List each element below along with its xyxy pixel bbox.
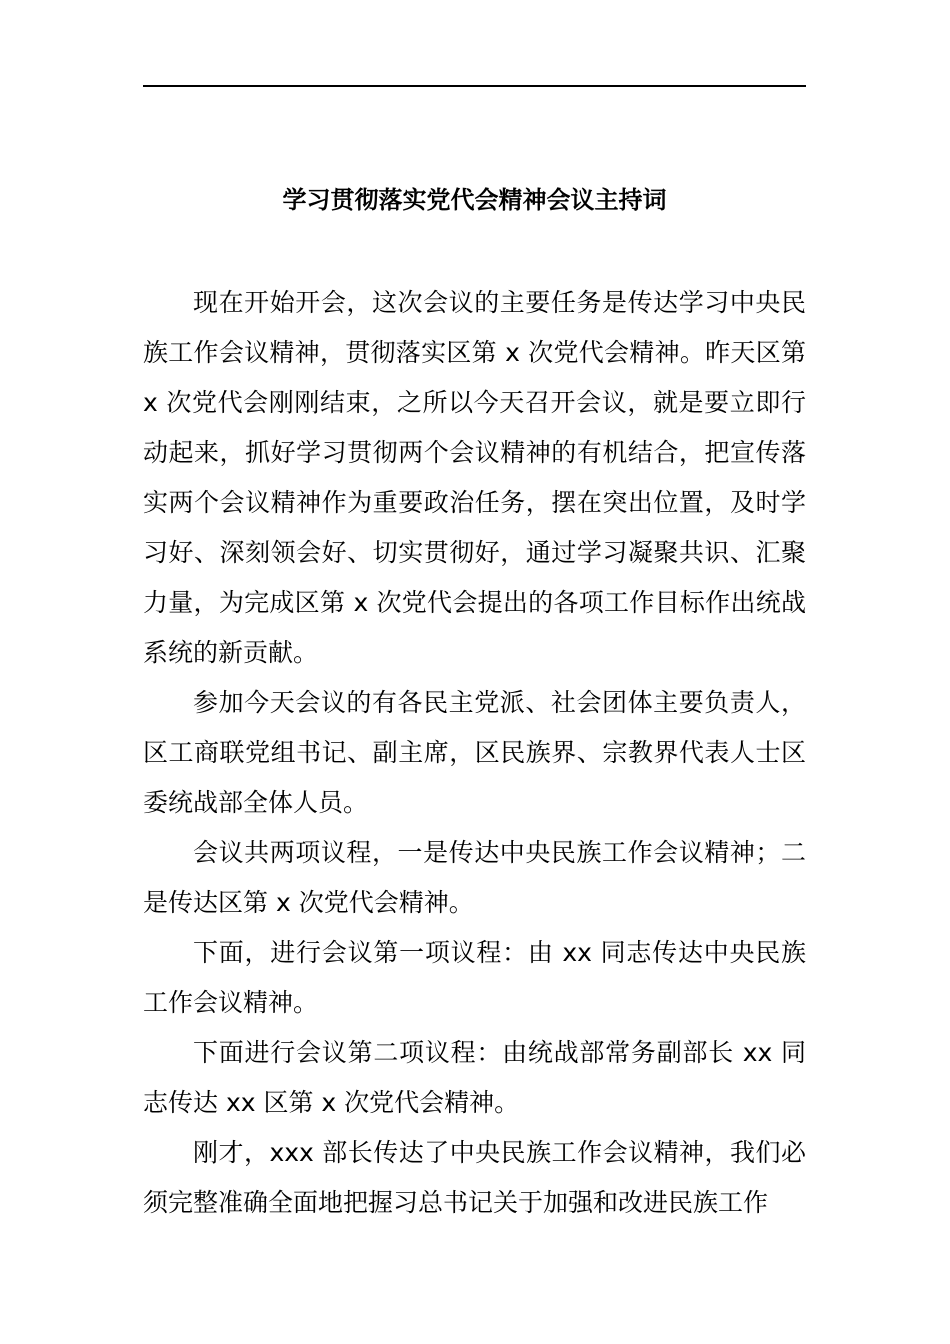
paragraph-attendees: 参加今天会议的有各民主党派、社会团体主要负责人，区工商联党组书记、副主席，区民族界、宗教界代表人士区委统战部全体人员。 xyxy=(143,688,806,817)
document-title: 学习贯彻落实党代会精神会议主持词 xyxy=(282,186,667,214)
document-body xyxy=(143,278,806,1228)
paragraph-item-two: 下面进行会议第二项议程：由统战部常务副部长 xx 同志传达 xx 区第 x 次党代会精神。 xyxy=(143,1038,806,1117)
header-rule xyxy=(143,85,806,87)
paragraph-agenda: 会议共两项议程，一是传达中央民族工作会议精神；二是传达区第 x 次党代会精神。 xyxy=(143,838,806,917)
paragraph-opening: 现在开始开会，这次会议的主要任务是传达学习中央民族工作会议精神，贯彻落实区第 x 次党代会精神。昨天区第 x 次党代会刚刚结束，之所以今天召开会议，就是要立即行动起来，抓好学习贯彻两个会议精神的有机结合，把宣传落实两个会议精神作为重要政治任务，摆在突出位置，及时学习好、深刻领会好、切实贯彻好，通过学习凝聚共识、汇聚力量，为完成区第 x 次党代会提出的各项工作目标作出统战系统的新贡献。 xyxy=(143,288,806,667)
paragraph-summary: 刚才，xxx 部长传达了中央民族工作会议精神，我们必须完整准确全面地把握习总书记关于加强和改进民族工作 xyxy=(143,1138,806,1217)
paragraph-item-one: 下面，进行会议第一项议程：由 xx 同志传达中央民族工作会议精神。 xyxy=(143,938,806,1017)
